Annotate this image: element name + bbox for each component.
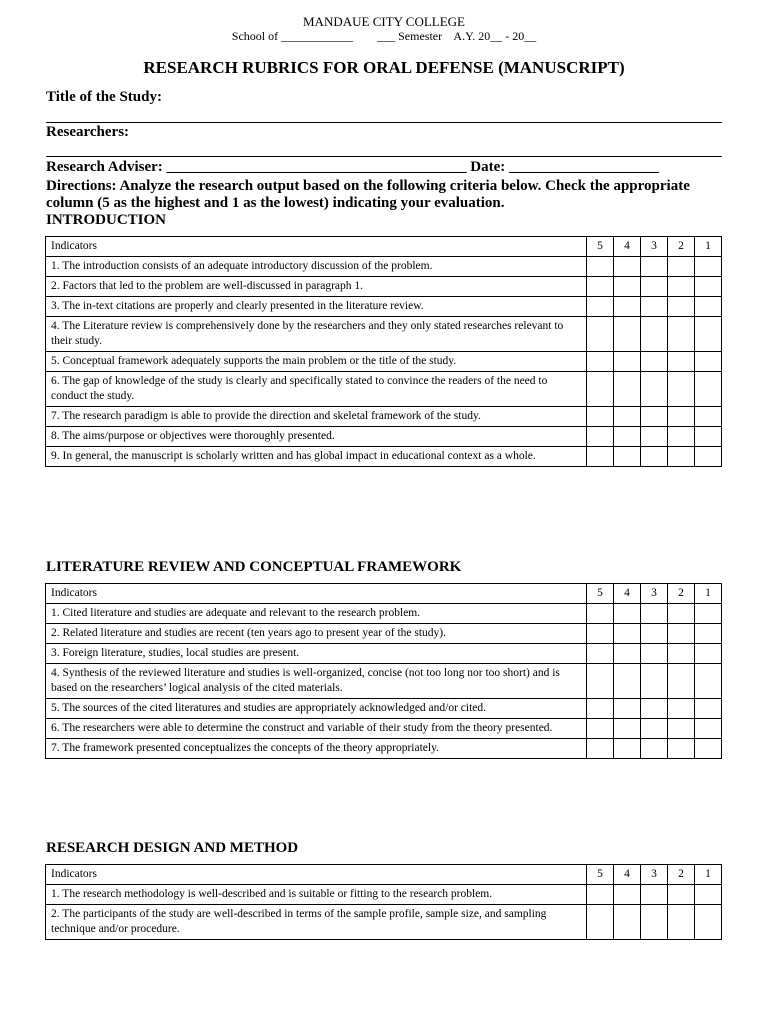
section-title-introduction: INTRODUCTION <box>46 212 167 228</box>
score-cell-4[interactable] <box>614 427 641 447</box>
score-cell-3[interactable] <box>641 277 668 297</box>
table-row <box>46 739 722 759</box>
score-cell-5[interactable] <box>587 407 614 427</box>
score-cell-2[interactable] <box>668 739 695 759</box>
score-cell-5[interactable] <box>587 905 614 940</box>
score-cell-3[interactable] <box>641 257 668 277</box>
score-cell-1[interactable] <box>695 739 722 759</box>
score-cell-2[interactable] <box>668 427 695 447</box>
score-header-2: 2 <box>668 865 695 885</box>
score-cell-1[interactable] <box>695 352 722 372</box>
table-row <box>46 885 722 905</box>
indicator-text: 7. The research paradigm is able to provide the direction and skeletal framework of the study. <box>46 407 587 427</box>
score-cell-5[interactable] <box>587 427 614 447</box>
score-cell-2[interactable] <box>668 664 695 699</box>
score-cell-2[interactable] <box>668 257 695 277</box>
indicator-text: 6. The gap of knowledge of the study is clearly and specifically stated to convince the readers of the need to conduct the study. <box>46 372 587 407</box>
score-header-3: 3 <box>641 237 668 257</box>
score-header-4: 4 <box>614 865 641 885</box>
researchers-label: Researchers: <box>46 124 130 140</box>
score-cell-4[interactable] <box>614 297 641 317</box>
score-cell-5[interactable] <box>587 297 614 317</box>
table-row <box>46 277 722 297</box>
score-cell-1[interactable] <box>695 644 722 664</box>
score-cell-3[interactable] <box>641 664 668 699</box>
score-cell-5[interactable] <box>587 699 614 719</box>
indicator-text: 8. The aims/purpose or objectives were thoroughly presented. <box>46 427 587 447</box>
score-cell-1[interactable] <box>695 604 722 624</box>
score-cell-1[interactable] <box>695 317 722 352</box>
design-table <box>45 864 722 940</box>
indicator-text: 9. In general, the manuscript is scholarly written and has global impact in educational context as a whole. <box>46 447 587 467</box>
score-cell-3[interactable] <box>641 644 668 664</box>
score-cell-3[interactable] <box>641 905 668 940</box>
score-cell-3[interactable] <box>641 739 668 759</box>
table-row <box>46 372 722 407</box>
table-row <box>46 317 722 352</box>
score-cell-4[interactable] <box>614 352 641 372</box>
indicator-text: 7. The framework presented conceptualizes the concepts of the theory appropriately. <box>46 739 587 759</box>
score-cell-1[interactable] <box>695 372 722 407</box>
score-header-2: 2 <box>668 237 695 257</box>
score-cell-4[interactable] <box>614 664 641 699</box>
score-cell-5[interactable] <box>587 277 614 297</box>
score-cell-3[interactable] <box>641 407 668 427</box>
indicator-text: 4. The Literature review is comprehensively done by the researchers and they only stated researches relevant to their study. <box>46 317 587 352</box>
literature-table <box>45 583 722 759</box>
score-cell-3[interactable] <box>641 372 668 407</box>
score-cell-2[interactable] <box>668 699 695 719</box>
indicator-text: 5. Conceptual framework adequately supports the main problem or the title of the study. <box>46 352 587 372</box>
score-header-5: 5 <box>587 237 614 257</box>
score-cell-5[interactable] <box>587 885 614 905</box>
score-cell-1[interactable] <box>695 885 722 905</box>
study-title-line <box>46 122 722 123</box>
score-header-1: 1 <box>695 865 722 885</box>
score-header-1: 1 <box>695 237 722 257</box>
table-row <box>46 427 722 447</box>
score-cell-2[interactable] <box>668 719 695 739</box>
table-header-row <box>46 237 722 257</box>
score-cell-2[interactable] <box>668 905 695 940</box>
table-row <box>46 297 722 317</box>
table-row <box>46 604 722 624</box>
score-cell-4[interactable] <box>614 372 641 407</box>
score-cell-5[interactable] <box>587 624 614 644</box>
score-header-4: 4 <box>614 237 641 257</box>
table-row <box>46 664 722 699</box>
score-header-3: 3 <box>641 865 668 885</box>
score-cell-4[interactable] <box>614 905 641 940</box>
introduction-table <box>45 236 722 467</box>
score-cell-1[interactable] <box>695 719 722 739</box>
score-cell-5[interactable] <box>587 317 614 352</box>
document-title: RESEARCH RUBRICS FOR ORAL DEFENSE (MANUSCRIPT) <box>143 58 625 77</box>
score-cell-3[interactable] <box>641 352 668 372</box>
score-cell-3[interactable] <box>641 719 668 739</box>
table-row <box>46 447 722 467</box>
score-cell-1[interactable] <box>695 447 722 467</box>
score-cell-5[interactable] <box>587 372 614 407</box>
score-cell-3[interactable] <box>641 604 668 624</box>
score-cell-4[interactable] <box>614 699 641 719</box>
score-cell-1[interactable] <box>695 624 722 644</box>
score-cell-5[interactable] <box>587 257 614 277</box>
score-cell-2[interactable] <box>668 885 695 905</box>
indicators-header: Indicators <box>46 584 587 604</box>
indicator-text: 5. The sources of the cited literatures and studies are appropriately acknowledged and/or cited. <box>46 699 587 719</box>
score-cell-4[interactable] <box>614 604 641 624</box>
researchers-line <box>46 156 722 157</box>
score-cell-3[interactable] <box>641 297 668 317</box>
score-cell-1[interactable] <box>695 905 722 940</box>
table-row <box>46 624 722 644</box>
score-cell-1[interactable] <box>695 664 722 699</box>
score-cell-3[interactable] <box>641 427 668 447</box>
score-cell-5[interactable] <box>587 719 614 739</box>
score-cell-4[interactable] <box>614 624 641 644</box>
score-cell-4[interactable] <box>614 644 641 664</box>
score-header-2: 2 <box>668 584 695 604</box>
indicator-text: 1. The introduction consists of an adequate introductory discussion of the problem. <box>46 257 587 277</box>
adviser-date-line: Research Adviser: ________________________________________ Date: ____________________ <box>46 159 660 175</box>
score-cell-2[interactable] <box>668 352 695 372</box>
score-cell-1[interactable] <box>695 699 722 719</box>
indicator-text: 1. The research methodology is well-described and is suitable or fitting to the research problem. <box>46 885 587 905</box>
score-cell-4[interactable] <box>614 407 641 427</box>
score-cell-4[interactable] <box>614 719 641 739</box>
table-row <box>46 905 722 940</box>
indicator-text: 2. The participants of the study are well-described in terms of the sample profile, sample size, and sampling technique and/or procedure. <box>46 905 587 940</box>
score-cell-3[interactable] <box>641 624 668 644</box>
score-cell-2[interactable] <box>668 644 695 664</box>
score-cell-1[interactable] <box>695 427 722 447</box>
score-cell-5[interactable] <box>587 664 614 699</box>
score-cell-3[interactable] <box>641 885 668 905</box>
score-cell-2[interactable] <box>668 447 695 467</box>
table-row <box>46 352 722 372</box>
score-cell-4[interactable] <box>614 447 641 467</box>
directions-text: Directions: Analyze the research output based on the following criteria below. Check the appropriate column (5 as the highest and 1 as the lowest) indicating your evaluation. <box>46 178 690 211</box>
score-cell-1[interactable] <box>695 277 722 297</box>
score-cell-4[interactable] <box>614 885 641 905</box>
score-cell-2[interactable] <box>668 297 695 317</box>
indicator-text: 2. Related literature and studies are recent (ten years ago to present year of the study). <box>46 624 587 644</box>
score-cell-4[interactable] <box>614 739 641 759</box>
score-cell-2[interactable] <box>668 317 695 352</box>
score-cell-5[interactable] <box>587 739 614 759</box>
table-row <box>46 699 722 719</box>
college-name: MANDAUE CITY COLLEGE <box>303 14 465 29</box>
table-row <box>46 719 722 739</box>
score-cell-4[interactable] <box>614 277 641 297</box>
score-cell-5[interactable] <box>587 644 614 664</box>
score-header-1: 1 <box>695 584 722 604</box>
indicator-text: 4. Synthesis of the reviewed literature and studies is well-organized, concise (not too long nor too short) and is based on the researchers’ logical analysis of the cited materials. <box>46 664 587 699</box>
score-cell-2[interactable] <box>668 372 695 407</box>
table-row <box>46 644 722 664</box>
score-cell-1[interactable] <box>695 407 722 427</box>
school-semester-line: School of ____________ ___ Semester A.Y. 20__ - 20__ <box>231 29 537 43</box>
score-cell-2[interactable] <box>668 624 695 644</box>
score-cell-1[interactable] <box>695 297 722 317</box>
score-cell-5[interactable] <box>587 604 614 624</box>
score-header-3: 3 <box>641 584 668 604</box>
score-cell-3[interactable] <box>641 447 668 467</box>
indicator-text: 1. Cited literature and studies are adequate and relevant to the research problem. <box>46 604 587 624</box>
score-cell-3[interactable] <box>641 699 668 719</box>
table-row <box>46 407 722 427</box>
indicator-text: 6. The researchers were able to determine the construct and variable of their study from the theory presented. <box>46 719 587 739</box>
score-cell-5[interactable] <box>587 447 614 467</box>
score-header-5: 5 <box>587 584 614 604</box>
section-title-design: RESEARCH DESIGN AND METHOD <box>46 840 299 856</box>
score-cell-3[interactable] <box>641 317 668 352</box>
indicator-text: 3. The in-text citations are properly and clearly presented in the literature review. <box>46 297 587 317</box>
indicators-header: Indicators <box>46 865 587 885</box>
table-row <box>46 257 722 277</box>
score-cell-2[interactable] <box>668 277 695 297</box>
score-header-4: 4 <box>614 584 641 604</box>
indicator-text: 2. Factors that led to the problem are well-discussed in paragraph 1. <box>46 277 587 297</box>
score-cell-1[interactable] <box>695 257 722 277</box>
score-cell-2[interactable] <box>668 604 695 624</box>
score-cell-4[interactable] <box>614 317 641 352</box>
score-cell-2[interactable] <box>668 407 695 427</box>
indicators-header: Indicators <box>46 237 587 257</box>
table-header-row <box>46 584 722 604</box>
score-header-5: 5 <box>587 865 614 885</box>
study-title-label: Title of the Study: <box>46 89 162 105</box>
indicator-text: 3. Foreign literature, studies, local studies are present. <box>46 644 587 664</box>
table-header-row <box>46 865 722 885</box>
score-cell-5[interactable] <box>587 352 614 372</box>
score-cell-4[interactable] <box>614 257 641 277</box>
section-title-literature: LITERATURE REVIEW AND CONCEPTUAL FRAMEWORK <box>46 559 462 575</box>
